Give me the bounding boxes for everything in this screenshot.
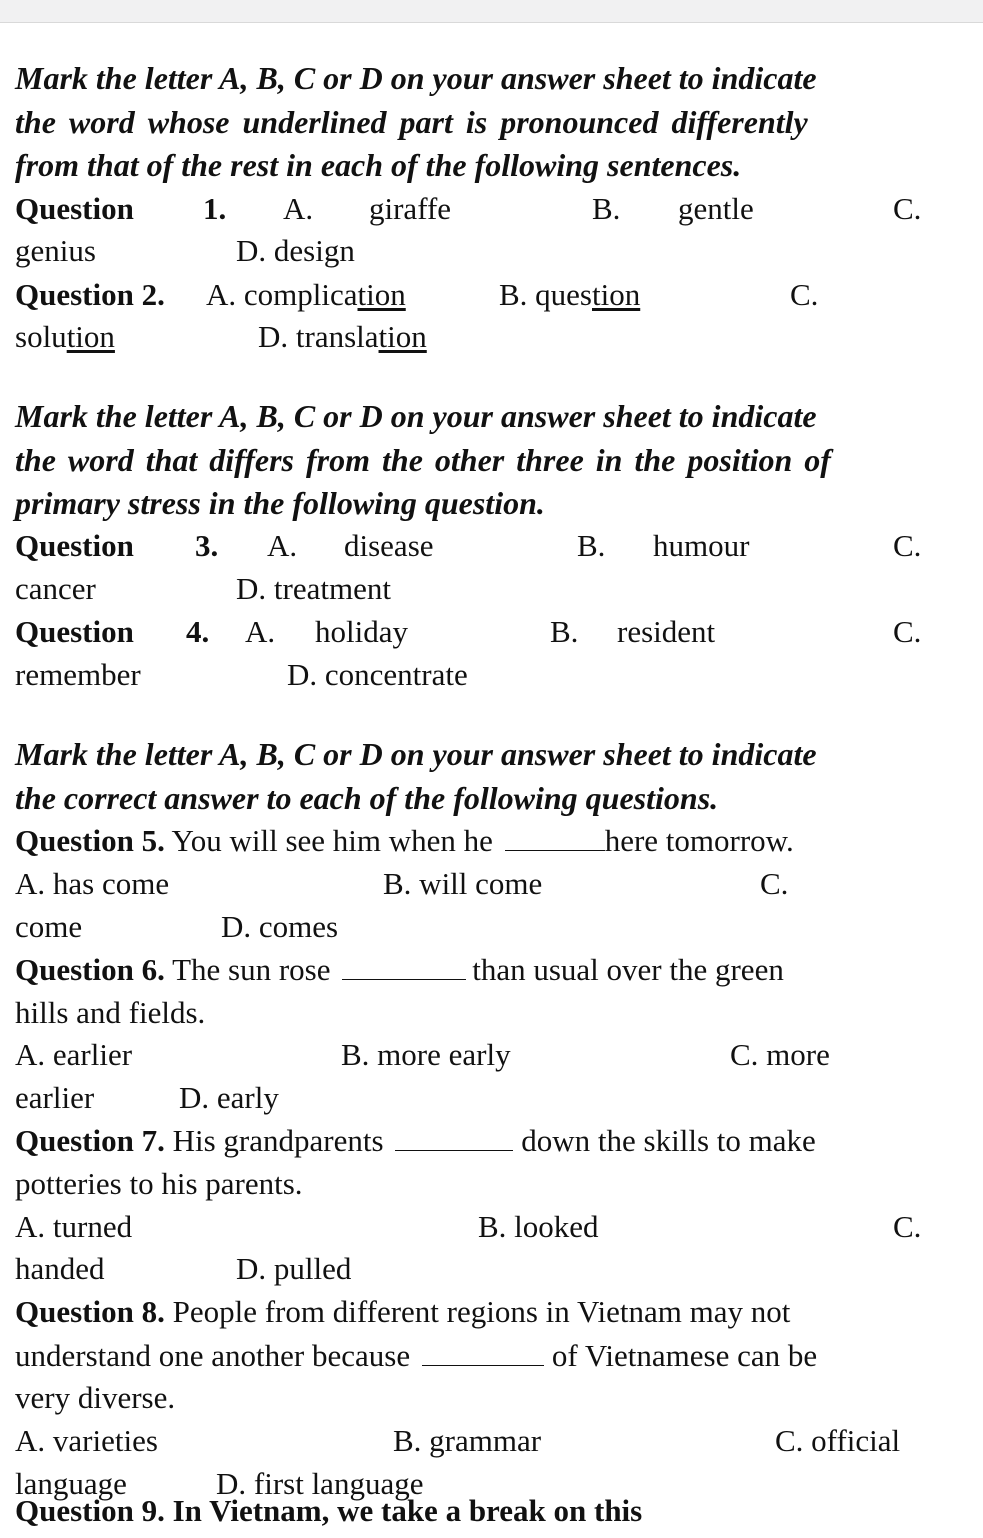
question-2-option-a <box>206 276 406 314</box>
question-1-option-a-word: giraffe <box>369 191 452 226</box>
section1-instruction-line-2: the word whose underlined part is pronounced differently <box>15 104 808 140</box>
section1-instruction-line-1: Mark the letter A, B, C or D on your answer sheet to indicate <box>15 60 817 96</box>
question-7-text-after-blank: down the skills to make <box>521 1123 816 1158</box>
question-4-option-b-letter: B. <box>550 614 579 649</box>
question-8-option-b: B. grammar <box>393 1423 542 1458</box>
question-6-options-line-1 <box>15 1036 925 1074</box>
question-3-option-a-letter: A. <box>267 528 298 563</box>
section2-instruction-line-3: primary stress in the following question. <box>15 485 545 521</box>
question-9-cutoff-line <box>15 1493 643 1528</box>
question-1-option-c-letter: C. <box>893 191 922 226</box>
question-2-option-b-underlined: tion <box>592 277 641 312</box>
question-5-option-c-word: come <box>15 909 83 944</box>
question-3-line-1 <box>15 527 925 565</box>
section3-instruction-line-2: the correct answer to each of the following questions. <box>15 780 719 816</box>
question-6-option-c: C. more <box>730 1037 830 1072</box>
question-5-option-c-letter: C. <box>760 866 789 901</box>
question-3-option-b-letter: B. <box>577 528 606 563</box>
question-3-line-2 <box>15 570 925 608</box>
question-4-number: 4. <box>186 614 210 649</box>
question-6-option-c-word: earlier <box>15 1080 95 1115</box>
question-8-option-c: C. official <box>775 1423 901 1458</box>
question-3-label: Question <box>15 528 134 563</box>
question-5-options-line-1 <box>15 865 925 903</box>
question-2-option-d <box>258 318 427 356</box>
question-5-text-before-blank: You will see him when he <box>171 823 493 858</box>
question-8-stem-continuation: very diverse. <box>15 1380 176 1415</box>
question-2-option-b <box>499 276 640 314</box>
question-1-label: Question <box>15 191 134 226</box>
question-4-option-a-letter: A. <box>245 614 276 649</box>
question-4-option-c-letter: C. <box>893 614 922 649</box>
question-8-blank <box>422 1339 544 1366</box>
question-8-text-after-blank: of Vietnamese can be <box>551 1338 818 1373</box>
question-5-label: Question 5. <box>15 823 165 858</box>
question-3-number: 3. <box>195 528 219 563</box>
question-3-option-a-word: disease <box>344 528 434 563</box>
question-5-options-line-2 <box>15 908 925 946</box>
question-8-stem-line-2 <box>15 1337 817 1375</box>
question-7-text-before-blank: His grandparents <box>172 1123 384 1158</box>
question-8-options-line-1 <box>15 1422 925 1460</box>
question-2-option-d-underlined: tion <box>378 319 427 354</box>
question-7-stem-continuation: potteries to his parents. <box>15 1166 303 1201</box>
question-2-option-c-underlined: tion <box>66 319 115 354</box>
question-8-text-line-1: People from different regions in Vietnam may not <box>172 1294 791 1329</box>
question-4-option-c-word: remember <box>15 657 141 692</box>
question-5-blank <box>505 824 605 851</box>
question-6-options-line-2 <box>15 1079 925 1117</box>
question-4-option-a-word: holiday <box>315 614 408 649</box>
question-1-option-b-word: gentle <box>678 191 754 226</box>
question-6-option-b: B. more early <box>341 1037 511 1072</box>
question-7-label: Question 7. <box>15 1123 165 1158</box>
question-8-stem <box>15 1293 790 1331</box>
question-3-option-d: D. treatment <box>236 571 391 606</box>
section3-instruction-line-1: Mark the letter A, B, C or D on your answer sheet to indicate <box>15 736 817 772</box>
question-4-option-d: D. concentrate <box>287 657 468 692</box>
question-2-option-c <box>15 318 115 356</box>
question-2-option-a-underlined: tion <box>357 277 406 312</box>
question-5-option-a: A. has come <box>15 866 170 901</box>
question-7-option-c-letter: C. <box>893 1209 922 1244</box>
question-1-option-b-letter: B. <box>592 191 621 226</box>
question-2-option-c-letter: C. <box>790 277 819 312</box>
question-6-option-d: D. early <box>179 1080 279 1115</box>
question-3-option-c-word: cancer <box>15 571 96 606</box>
question-1-option-d: D. design <box>236 233 355 268</box>
question-8-text-before-blank: understand one another because <box>15 1338 411 1373</box>
question-2-label: Question 2. <box>15 277 165 312</box>
question-2-option-a-prefix: A. complica <box>206 277 358 312</box>
question-7-option-b: B. looked <box>478 1209 599 1244</box>
question-2-option-c-prefix: solu <box>15 319 67 354</box>
question-4-option-b-word: resident <box>617 614 716 649</box>
question-2-option-d-prefix: D. transla <box>258 319 379 354</box>
question-7-options-line-1 <box>15 1208 925 1246</box>
question-5-stem <box>15 822 794 860</box>
question-4-label: Question <box>15 614 134 649</box>
question-7-option-a: A. turned <box>15 1209 133 1244</box>
section2-instruction-line-2: the word that differs from the other three in the position of <box>15 442 831 478</box>
question-2-line-1 <box>15 276 925 314</box>
question-3-option-b-word: humour <box>653 528 750 563</box>
question-5-text-after-blank: here tomorrow. <box>604 823 794 858</box>
question-7-stem <box>15 1122 816 1160</box>
question-8-label: Question 8. <box>15 1294 165 1329</box>
question-6-stem <box>15 951 784 989</box>
question-2-option-b-prefix: B. ques <box>499 277 592 312</box>
question-2-line-2 <box>15 318 925 356</box>
question-6-blank <box>342 953 466 980</box>
question-4-line-2 <box>15 656 925 694</box>
question-1-number: 1. <box>203 191 227 226</box>
question-6-label: Question 6. <box>15 952 165 987</box>
question-5-option-d: D. comes <box>221 909 339 944</box>
question-7-option-c-word: handed <box>15 1251 105 1286</box>
question-7-option-d: D. pulled <box>236 1251 352 1286</box>
question-4-line-1 <box>15 613 925 651</box>
question-6-option-a: A. earlier <box>15 1037 133 1072</box>
section2-instruction-line-1: Mark the letter A, B, C or D on your answer sheet to indicate <box>15 398 817 434</box>
top-toolbar-strip <box>0 0 983 23</box>
question-3-option-c-letter: C. <box>893 528 922 563</box>
question-1-option-c-word: genius <box>15 233 96 268</box>
section1-instruction-line-3: from that of the rest in each of the following sentences. <box>15 147 742 183</box>
question-1-line-1 <box>15 190 925 228</box>
question-8-option-c-word: language <box>15 1466 127 1501</box>
question-6-text-before-blank: The sun rose <box>172 952 331 987</box>
question-7-blank <box>395 1124 513 1151</box>
question-1-line-2 <box>15 232 925 270</box>
question-6-stem-continuation: hills and fields. <box>15 995 206 1030</box>
question-8-option-d: D. first language <box>216 1466 424 1501</box>
question-8-option-a: A. varieties <box>15 1423 158 1458</box>
question-7-options-line-2 <box>15 1250 925 1288</box>
question-6-text-after-blank: than usual over the green <box>472 952 784 987</box>
question-1-option-a-letter: A. <box>283 191 314 226</box>
question-5-option-b: B. will come <box>383 866 543 901</box>
question-9-partial-text: Question 9. In Vietnam, we take a break on this <box>15 1493 643 1528</box>
